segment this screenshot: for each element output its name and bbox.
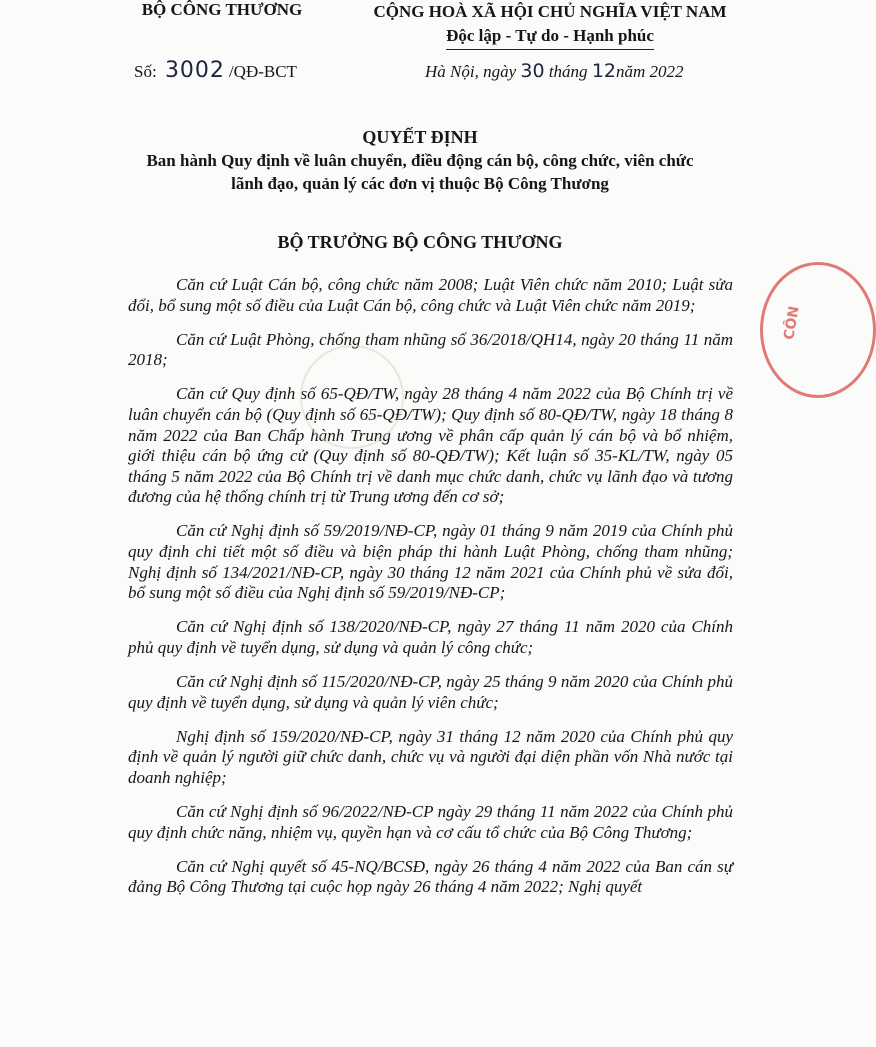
date-month-label: tháng [548,62,588,81]
faint-stamp-mark [300,345,404,449]
date-year: năm 2022 [616,62,684,81]
document-date [425,60,684,82]
legal-basis-paragraph: Căn cứ Nghị định số 138/2020/NĐ-CP, ngày 27 tháng 11 năm 2020 của Chính phủ quy định về tuyển dụng, sử dụng và quản lý công chức; [128,617,733,657]
document-number [134,58,297,83]
legal-basis-paragraph: Căn cứ Nghị quyết số 45-NQ/BCSĐ, ngày 26 tháng 4 năm 2022 của Ban cán sự đảng Bộ Công Thương tại cuộc họp ngày 26 tháng 4 năm 2022; Nghị quyết [128,856,733,897]
legal-basis-paragraph: Căn cứ Luật Cán bộ, công chức năm 2008; Luật Viên chức năm 2010; Luật sửa đổi, bổ sung một số điều của Luật Cán bộ, công chức và Luật Viên chức năm 2019; [128,275,733,315]
national-header [350,0,750,50]
decision-heading: QUYẾT ĐỊNH [362,127,478,147]
national-motto: Độc lập - Tự do - Hạnh phúc [446,24,654,50]
legal-basis [128,275,733,911]
number-suffix: /QĐ-BCT [228,62,297,81]
legal-basis-paragraph: Căn cứ Luật Phòng, chống tham nhũng số 36/2018/QH14, ngày 20 tháng 11 năm 2018; [128,329,733,370]
seal-text: CÔN [781,304,803,342]
number-prefix: Số: [134,62,157,81]
decision-subject-line-2: lãnh đạo, quản lý các đơn vị thuộc Bộ Công Thương [231,174,609,193]
agency-name: BỘ CÔNG THƯƠNG [141,0,303,19]
date-month: 12 [591,60,616,82]
date-prefix: Hà Nội, ngày [425,62,517,81]
republic-name: CỘNG HOÀ XÃ HỘI CHỦ NGHĨA VIỆT NAM [373,2,727,21]
legal-basis-paragraph: Căn cứ Quy định số 65-QĐ/TW, ngày 28 tháng 4 năm 2022 của Bộ Chính trị về luân chuyển cán bộ (Quy định số 65-QĐ/TW); Quy định số 80-QĐ/TW, ngày 18 tháng 8 năm 2022 của Ban Chấp hành Trung ương về phân cấp quản lý cán bộ và bổ nhiệm, giới thiệu cán bộ ứng cử (Quy định số 80-QĐ/TW); Kết luận số 35-KL/TW, ngày 05 tháng 5 năm 2022 của Bộ Chính trị về danh mục chức danh, chức vụ lãnh đạo và tương đương của hệ thống chính trị từ Trung ương đến cơ sở; [128,384,733,507]
legal-basis-paragraph: Căn cứ Nghị định số 115/2020/NĐ-CP, ngày 25 tháng 9 năm 2020 của Chính phủ quy định về tuyển dụng, sử dụng và quản lý viên chức; [128,672,733,712]
legal-basis-paragraph: Căn cứ Nghị định số 96/2022/NĐ-CP ngày 29 tháng 11 năm 2022 của Chính phủ quy định chức năng, nhiệm vụ, quyền hạn và cơ cấu tổ chức của Bộ Công Thương; [128,801,733,842]
decision-title [100,126,740,195]
issuing-authority: BỘ TRƯỞNG BỘ CÔNG THƯƠNG [277,232,563,252]
red-seal-stamp [760,262,876,398]
date-day: 30 [520,60,545,82]
legal-basis-paragraph: Căn cứ Nghị định số 59/2019/NĐ-CP, ngày 01 tháng 9 năm 2019 của Chính phủ quy định chi tiết một số điều và biện pháp thi hành Luật Phòng, chống tham nhũng; Nghị định số 134/2021/NĐ-CP, ngày 30 tháng 12 năm 2021 của Chính phủ về sửa đổi, bổ sung một số điều của Nghị định số 59/2019/NĐ-CP; [128,521,733,603]
legal-basis-paragraph: Nghị định số 159/2020/NĐ-CP, ngày 31 tháng 12 năm 2020 của Chính phủ quy định về quản lý người giữ chức danh, chức vụ và người đại diện phần vốn Nhà nước tại doanh nghiệp; [128,726,733,787]
decision-subject-line-1: Ban hành Quy định về luân chuyển, điều động cán bộ, công chức, viên chức [146,151,694,170]
number-value: 3002 [164,58,225,83]
